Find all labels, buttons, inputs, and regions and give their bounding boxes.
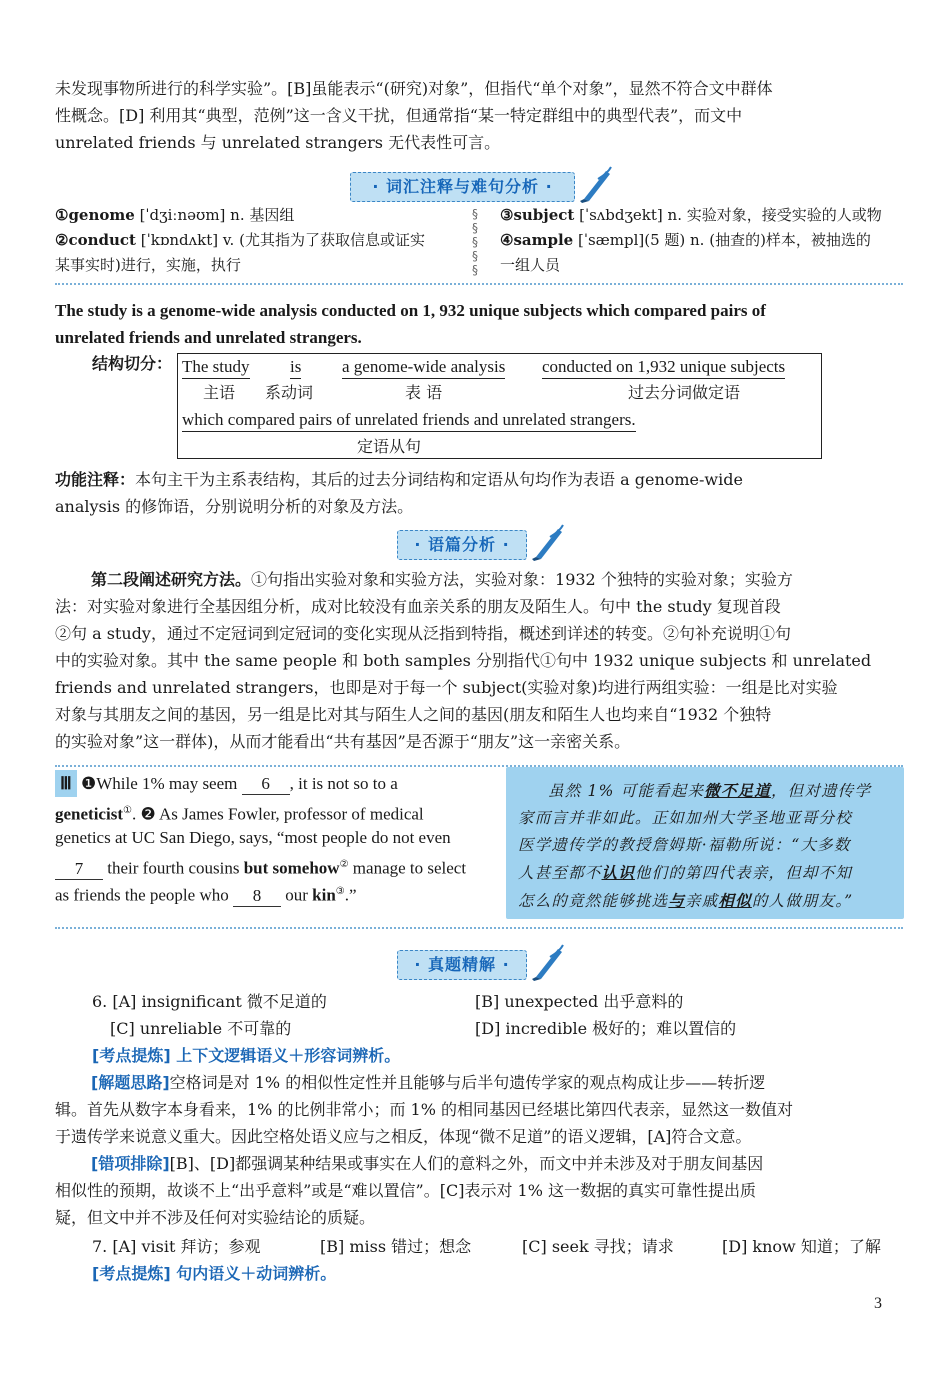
- q6-option-c: [C] unreliable 不可靠的: [110, 1019, 292, 1038]
- blank-8[interactable]: 8: [233, 886, 281, 907]
- blank-6[interactable]: 6: [242, 774, 290, 795]
- vocab-banner: · 词汇注释与难句分析 ·: [350, 172, 575, 202]
- vocab-item-sample: ④sample [ˈsæmpl](5 题) n. (抽查的)样本，被抽选的: [500, 231, 871, 249]
- discourse-line-7: 的实验对象”这一群体)，从而才能看出“共有基因”是否源于“朋友”这一亲密关系。: [55, 732, 631, 751]
- pen-icon: [530, 523, 564, 561]
- q7-option-a: 7. [A] visit 拜访；参观: [92, 1237, 261, 1256]
- discourse-line-2: 法：对实验对象进行全基因组分析，成对比较没有血亲关系的朋友及陌生人。句中 the study 复现首段: [55, 597, 781, 616]
- q7-option-b: [B] miss 错过；想念: [320, 1237, 472, 1256]
- q6-elim-line-1: [错项排除][B]、[D]都强调某种结果或事实在人们的意料之外，而文中并未涉及对于朋友间基因: [91, 1154, 764, 1173]
- vocab-item-genome: ①genome [ˈdʒiːnəʊm] n. 基因组: [55, 206, 295, 224]
- passage-line-4: 7 their fourth cousins but somehow② manage to select: [55, 851, 495, 882]
- structure-label: 结构切分：: [92, 354, 173, 373]
- q6-think-line-1: [解题思路]空格词是对 1% 的相似性定性并且能够与后半句遗传学家的观点构成让步——转折逻: [91, 1073, 766, 1092]
- intro-line-2: 性概念。[D] 利用其“典型，范例”这一含义干扰，但通常指“某一特定群组中的典型代表”，而文中: [55, 106, 743, 125]
- analysis-sentence-line-1: The study is a genome-wide analysis conducted on 1, 932 unique subjects which compared pairs of: [55, 301, 766, 320]
- divider: [55, 927, 903, 929]
- translation-line-1: 虽然 1% 可能看起来微不足道，但对遗传学: [548, 781, 872, 800]
- exam-banner: · 真题精解 ·: [397, 950, 527, 980]
- passage-line-2: geneticist①. ❷ As James Fowler, professor of medical: [55, 804, 424, 824]
- structure-label-participle: 过去分词做定语: [628, 383, 741, 402]
- translation-line-2: 家而言并非如此。正如加州大学圣地亚哥分校: [518, 809, 853, 827]
- page-number: 3: [874, 1295, 882, 1312]
- discourse-line-5: friends and unrelated strangers，也即是对于每一个 subject(实验对象)均进行两组实验：一组是比对实验: [55, 678, 838, 697]
- q6-elim-line-2: 相似性的预期，故谈不上“出乎意料”或是“难以置信”。[C]表示对 1% 这一数据的真实可靠性提出质: [55, 1181, 757, 1200]
- discourse-line-4: 中的实验对象。其中 the same people 和 both samples 分别指代①句中 1932 unique subjects 和 unrelated: [55, 651, 872, 670]
- divider: [55, 283, 903, 285]
- structure-label-predicative: 表 语: [405, 383, 443, 402]
- q6-option-d: [D] incredible 极好的；难以置信的: [475, 1019, 737, 1038]
- vocab-item-sample-cont: 一组人员: [500, 256, 561, 274]
- pen-icon: [530, 943, 564, 981]
- analysis-sentence-line-2: unrelated friends and unrelated strangers.: [55, 328, 362, 347]
- vocab-item-conduct: ②conduct [ˈkɒndʌkt] v. (尤其指为了获取信息或证实: [55, 231, 425, 249]
- structure-segment-predicative: a genome-wide analysis: [342, 356, 505, 379]
- structure-segment-verb: is: [290, 356, 301, 379]
- discourse-line-3: ②句 a study，通过不定冠词到定冠词的变化实现从泛指到特指，概述到详述的转变。②句补充说明①句: [55, 624, 791, 643]
- q6-think-line-2: 辑。首先从数字本身看来，1% 的比例非常小；而 1% 的相同基因已经堪比第四代表亲，显然这一数值对: [55, 1100, 794, 1119]
- wavy-divider: § § § § §: [472, 207, 478, 277]
- discourse-line-1: 第二段阐述研究方法。①句指出实验对象和实验方法，实验对象：1932 个独特的实验对象；实验方: [91, 570, 793, 589]
- translation-line-3: 医学遗传学的教授詹姆斯·福勒所说：“大多数: [518, 836, 851, 854]
- vocab-item-subject: ③subject [ˈsʌbdʒekt] n. 实验对象，接受实验的人或物: [500, 206, 882, 224]
- structure-segment-subject: The study: [182, 356, 250, 379]
- structure-label-subject: 主语: [203, 383, 236, 402]
- translation-box: [506, 767, 904, 919]
- function-note-line-1: 功能注释：本句主干为主系表结构，其后的过去分词结构和定语从句均作为表语 a genome-wide: [55, 470, 743, 489]
- pen-icon: [578, 165, 612, 203]
- translation-line-5: 怎么的竟然能够挑选与亲戚相似的人做朋友。”: [518, 891, 854, 910]
- vocab-item-conduct-cont: 某事实时)进行，实施，执行: [55, 256, 241, 274]
- passage-line-5: as friends the people who 8 our kin③.”: [55, 885, 357, 905]
- q7-option-d: [D] know 知道；了解: [722, 1237, 881, 1256]
- q6-option-b: [B] unexpected 出乎意料的: [475, 992, 684, 1011]
- q7-point: [考点提炼] 句内语义＋动词辨析。: [92, 1264, 337, 1283]
- intro-line-1: 未发现事物所进行的科学实验”。[B]虽能表示“(研究)对象”，但指代“单个对象”，显然不符合文中群体: [55, 79, 773, 98]
- structure-label-verb: 系动词: [265, 383, 314, 402]
- discourse-line-6: 对象与其朋友之间的基因，另一组是比对其与陌生人之间的基因(朋友和陌生人也均来自“1932 个独特: [55, 705, 772, 724]
- passage-line-1: Ⅲ ❶While 1% may seem 6 , it is not so to a: [55, 770, 495, 797]
- structure-label-clause: 定语从句: [357, 437, 422, 456]
- q6-option-a: 6. [A] insignificant 微不足道的: [92, 992, 327, 1011]
- passage-line-3: genetics at UC San Diego, says, “most people do not even: [55, 828, 451, 847]
- translation-line-4: 人甚至都不认识他们的第四代表亲，但却不知: [518, 863, 853, 882]
- function-note-line-2: analysis 的修饰语，分别说明分析的对象及方法。: [55, 497, 414, 516]
- q6-think-line-3: 于遗传学来说意义重大。因此空格处语义应与之相反，体现“微不足道”的语义逻辑，[A]符合文意。: [55, 1127, 752, 1146]
- intro-line-3: unrelated friends 与 unrelated strangers 无代表性可言。: [55, 133, 501, 152]
- blank-7[interactable]: 7: [55, 859, 103, 880]
- q6-elim-line-3: 疑，但文中并不涉及任何对实验结论的质疑。: [55, 1208, 376, 1227]
- q6-point: [考点提炼] 上下文逻辑语义＋形容词辨析。: [92, 1046, 401, 1065]
- structure-segment-clause: which compared pairs of unrelated friends and unrelated strangers.: [182, 409, 636, 432]
- discourse-banner: · 语篇分析 ·: [397, 530, 527, 560]
- q7-option-c: [C] seek 寻找；请求: [522, 1237, 674, 1256]
- structure-segment-participle: conducted on 1,932 unique subjects: [542, 356, 785, 379]
